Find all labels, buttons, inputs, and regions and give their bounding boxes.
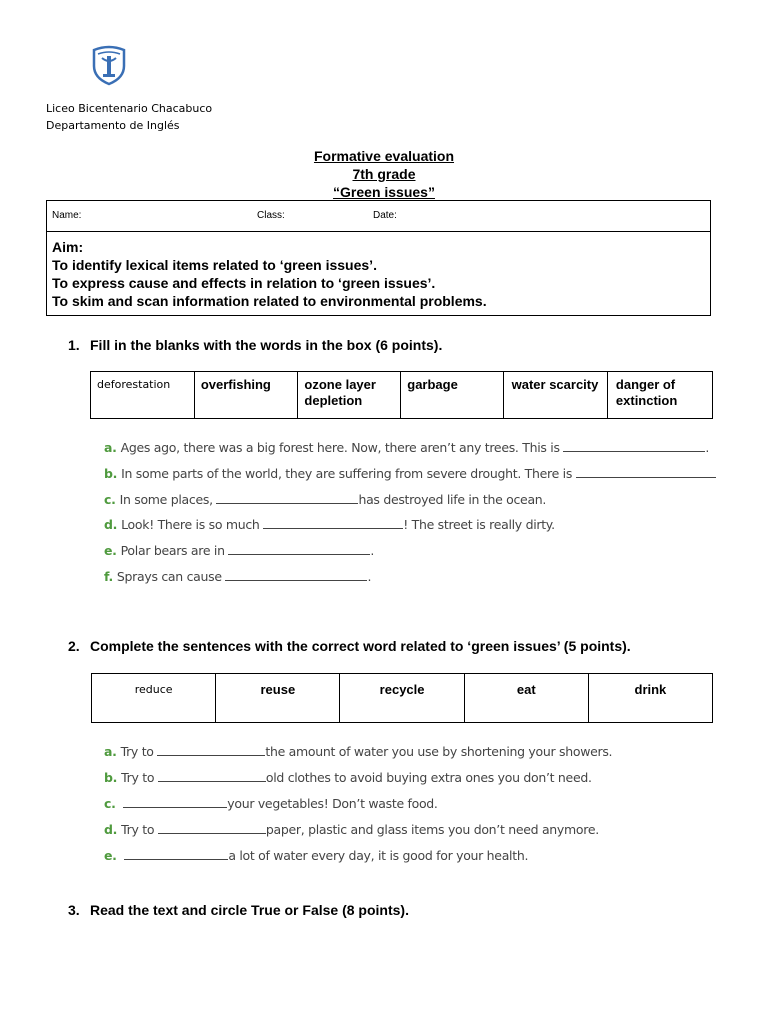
question-1-title bbox=[68, 337, 442, 353]
school-logo bbox=[88, 44, 130, 86]
exercise-item-1c: c. In some places, has destroyed life in the ocean. bbox=[104, 492, 547, 507]
department-name: Departamento de Inglés bbox=[46, 119, 180, 132]
info-box bbox=[46, 200, 711, 316]
aim-line: To skim and scan information related to environmental problems. bbox=[52, 293, 487, 309]
title-line-1: Formative evaluation bbox=[313, 148, 455, 164]
word-box-item: danger of extinction bbox=[607, 372, 712, 419]
name-field-label[interactable]: Name: bbox=[52, 210, 82, 221]
answer-blank[interactable] bbox=[576, 467, 716, 478]
question-text: Fill in the blanks with the words in the box (6 points). bbox=[90, 337, 443, 353]
date-field-label[interactable]: Date: bbox=[373, 210, 397, 221]
class-field-label[interactable]: Class: bbox=[257, 210, 285, 221]
question-number: 2. bbox=[68, 638, 80, 654]
exercise-item-1d: d. Look! There is so much ! The street is really dirty. bbox=[104, 517, 555, 532]
word-box-item: reuse bbox=[216, 674, 340, 723]
word-box-item: water scarcity bbox=[503, 372, 607, 419]
answer-blank[interactable] bbox=[228, 544, 370, 555]
question-number: 1. bbox=[68, 337, 80, 353]
exercise-item-1e: e. Polar bears are in . bbox=[104, 543, 375, 558]
word-box-2 bbox=[91, 673, 713, 723]
question-3-title bbox=[68, 902, 409, 918]
word-box-1 bbox=[90, 371, 713, 419]
exercise-item-2a: a. Try to the amount of water you use by shortening your showers. bbox=[104, 744, 613, 759]
exercise-item-2e: e. a lot of water every day, it is good for your health. bbox=[104, 848, 529, 863]
question-number: 3. bbox=[68, 902, 80, 918]
document-title bbox=[0, 147, 768, 201]
word-box-item: recycle bbox=[340, 674, 464, 723]
student-info-row bbox=[47, 201, 710, 232]
school-name: Liceo Bicentenario Chacabuco bbox=[46, 102, 213, 115]
answer-blank[interactable] bbox=[563, 441, 705, 452]
word-box-item: eat bbox=[464, 674, 588, 723]
answer-blank[interactable] bbox=[263, 518, 403, 529]
exercise-item-2b: b. Try to old clothes to avoid buying extra ones you don’t need. bbox=[104, 770, 592, 785]
word-box-item: deforestation bbox=[91, 372, 195, 419]
aim-line: To express cause and effects in relation to ‘green issues’. bbox=[52, 275, 436, 291]
word-box-item: ozone layer depletion bbox=[298, 372, 401, 419]
word-box-item: reduce bbox=[92, 674, 216, 723]
word-box-item: drink bbox=[588, 674, 712, 723]
word-box-item: overfishing bbox=[194, 372, 298, 419]
title-line-2: 7th grade bbox=[352, 166, 416, 182]
question-2-title bbox=[68, 638, 631, 654]
exercise-item-2d: d. Try to paper, plastic and glass items you don’t need anymore. bbox=[104, 822, 599, 837]
answer-blank[interactable] bbox=[216, 493, 358, 504]
answer-blank[interactable] bbox=[225, 570, 367, 581]
exercise-item-1a: a. Ages ago, there was a big forest here. Now, there aren’t any trees. This is . bbox=[104, 440, 710, 455]
answer-blank[interactable] bbox=[124, 849, 228, 860]
answer-blank[interactable] bbox=[157, 745, 265, 756]
aim-heading: Aim: bbox=[52, 239, 84, 255]
shield-crest-icon bbox=[88, 44, 130, 86]
aim-section bbox=[52, 238, 487, 310]
question-text: Read the text and circle True or False (8 points). bbox=[90, 902, 409, 918]
title-line-3: “Green issues” bbox=[333, 184, 435, 200]
school-info bbox=[46, 100, 212, 134]
aim-line: To identify lexical items related to ‘green issues’. bbox=[52, 257, 377, 273]
exercise-item-1b: b. In some parts of the world, they are suffering from severe drought. There is bbox=[104, 466, 716, 481]
answer-blank[interactable] bbox=[158, 823, 266, 834]
question-text: Complete the sentences with the correct word related to ‘green issues’ (5 points). bbox=[90, 638, 631, 654]
word-box-item: garbage bbox=[401, 372, 503, 419]
exercise-item-2c: c. your vegetables! Don’t waste food. bbox=[104, 796, 438, 811]
exercise-item-1f: f. Sprays can cause . bbox=[104, 569, 372, 584]
answer-blank[interactable] bbox=[123, 797, 227, 808]
answer-blank[interactable] bbox=[158, 771, 266, 782]
